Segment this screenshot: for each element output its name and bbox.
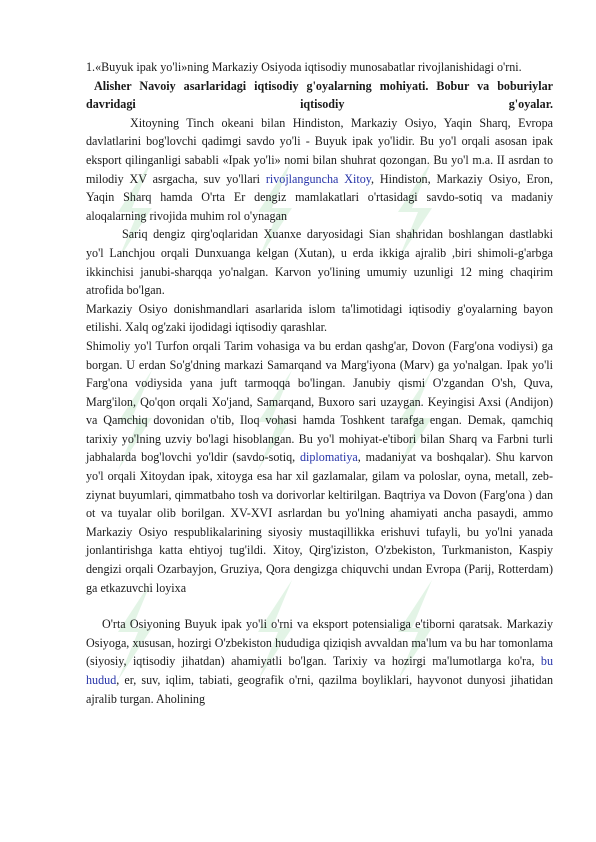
- paragraph-scholars: Markaziy Osiyo donishmandlari asarlarida islom ta'limotidagi iqtisodiy g'oyalarning bayon etilishi. Xalq og'zaki ijodidagi iqtisodiy qarashlar.: [86, 301, 553, 335]
- document-title-line: 1.«Buyuk ipak yo'li»ning Markaziy Osiyoda iqtisodiy munosabatlar rivojlanishidagi o'rni.: [86, 60, 522, 74]
- hyperlink-bu-hudud[interactable]: bu hudud: [86, 654, 553, 687]
- paragraph-export-potential-text: O'rta Osiyoning Buyuk ipak yo'li o'rni va eksport potensialiga e'tiborni qaratsak. Markaziy Osiyoga, xususan, hozirgi O'zbekiston hududiga qiziqish avvaldan ma'lum va bu har tomonlama (siyosiy, iqtisodiy jihatdan) ahamiyatli bo'lgan. Tarixiy va hozirgi ma'lumotlarga ko'ra,: [86, 617, 553, 669]
- paragraph-silk-road-intro-rest: , Hindiston, Markaziy Osiyo, Eron, Yaqin Sharq hamda O'rta Er dengiz mamlakatlari o'rtasidagi savdo-sotiq va madaniy aloqalarning rivojida muhim rol o'ynagan: [86, 171, 554, 223]
- section-heading-text: Alisher Navoiy asarlaridagi iqtisodiy g'oyalarning mohiyati. Bobur va boburiylar davridagi iqtisodiy g'oyalar.: [86, 78, 553, 112]
- paragraph-northern-route-text: Shimoliy yo'l Turfon orqali Tarim vohasiga va bu erdan qashg'ar, Dovon (Farg'ona vodiysi) ga borgan. U erdan So'g'dning markazi Samarqand va Marg'iyona (Marv) ga yo'nalgan. Ipak yo'li Farg'ona vodiysida yana juft tarmoqqa bo'lingan. Janubiy qismi O'zgandan O'sh, Quva, Marg'ilon, Qo'qon orqali Xo'jand, Samarqand, Buxoro sari uzaygan. Keyingisi Axsi (Andijon) va Qamchiq dovonidan o'tib, Iloq vohasi hamda Toshkent tarafga engan. Demak, qamchiq tarixiy yo'lning uzviy bo'lagi hisoblangan. Bu yo'l mohiyat-e'tibori bilan Sharq va Farbni turli jabhalarda bog'lovchi yo'ldir (savdo-sotiq,: [86, 338, 553, 465]
- paragraph-northern-route: [86, 337, 553, 597]
- hyperlink-diplomatiya[interactable]: diplomatiya: [299, 450, 358, 465]
- paragraph-route-start: Sariq dengiz qirg'oqlaridan Xuanxe daryosidagi Sian shahridan boshlangan dastlabki yo'l Lanchjou orqali Dunxuanga kelgan (Xutan), u erda ikkiga ajralib ,biri shimoli-g'arbga ikkinchisi janubi-sharqqa yo'nalgan. Karvon yo'lining umumiy uzunligi 12 ming chaqirim atrofida bo'lgan.: [86, 227, 553, 298]
- paragraph-northern-route-rest: , madaniyat va boshqalar). Shu karvon yo'l orqali Xitoydan ipak, xitoyga esa har xil gazlamalar, gilam va poloslar, oyna, metall, zeb-ziynat buyumlari, qimmatbaho tosh va dorivorlar keltirilgan. Baqtriya va Dovon (Farg'ona ) dan ot va tuyalar olib borilgan. XV-XVI asrlardan bu yo'lning ahamiyati ancha pasaydi, ammo Markaziy Osiyo respublikalarining siyosiy mustaqillikka erishuvi tufayli, bu yo'lni yanada jonlantirishga katta ehtiyoj tug'ildi. Xitoy, Qirg'iziston, O'zbekiston, Turkmaniston, Kaspiy dengizi orqali Ozarbayjon, Gruziya, Qora dengizga chiquvchi undan Evropa (Parij, Rotterdam) ga etkazuvchi loyixa: [86, 450, 553, 595]
- paragraph-silk-road-intro: [86, 114, 553, 226]
- document-body: [86, 58, 553, 708]
- paragraph-export-potential: [86, 615, 553, 708]
- hyperlink-rivojlanguncha-xitoy[interactable]: rivojlanguncha Xitoy: [265, 171, 372, 186]
- paragraph-export-potential-rest: , er, suv, iqlim, tabiati, geografik o'rni, qazilma boyliklari, hayvonot dunyosi jihatidan ajralib turgan. Aholining: [86, 673, 553, 706]
- section-heading: [86, 77, 553, 114]
- paragraph-silk-road-intro-text: Xitoyning Tinch okeani bilan Hindiston, Markaziy Osiyo, Yaqin Sharq, Evropa davlatlarini bog'lovchi qadimgi savdo yo'li - Buyuk ipak yo'lidir. Bu yo'l orqali asosan ipak eksport qilinganligi sababli «Ipak yo'li» nomi bilan shuhrat qozongan. Bu yo'l m.a. II asrdan to milodiy XV asrgacha, suv yo'llari: [86, 115, 553, 186]
